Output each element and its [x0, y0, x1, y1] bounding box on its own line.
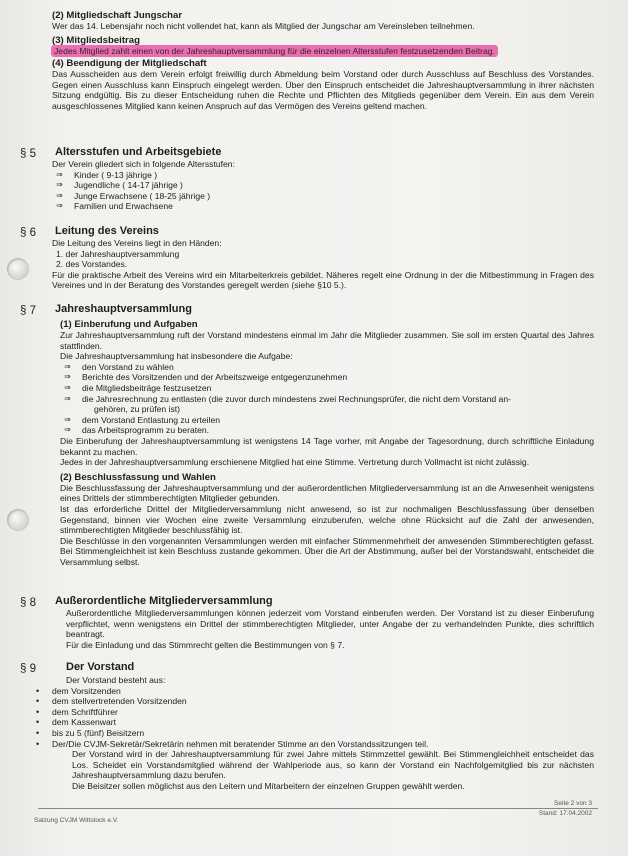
punch-hole-top — [7, 258, 29, 280]
list-item: ⇒ das Arbeitsprogramm zu beraten. — [64, 425, 594, 436]
s9-para-1: Der Vorstand wird in der Jahreshauptversammlung für zwei Jahre mittels Stimmzettel gewählt. Bei Stimmengleichheit entscheidet das Los. Scheidet ein Vorstandsmitglied während der Wahlperiode aus, so kann der Vorstand ein Nachfolgemitglied bis zur nächsten Jahreshauptversammlung dazu berufen. — [72, 749, 594, 781]
list-item: ⇒ Junge Erwachsene ( 18-25 jährige ) — [56, 191, 594, 202]
heading-beendigung: (4) Beendigung der Mitgliedschaft — [52, 58, 207, 70]
section-number-7: § 7 — [20, 305, 36, 317]
s8-para-2: Für die Einladung und das Stimmrecht gelten die Bestimmungen von § 7. — [66, 639, 345, 650]
list-item: ⇒ die Mitgliedsbeiträge festzusetzen — [64, 383, 594, 394]
section-number-6: § 6 — [20, 227, 36, 239]
section-number-5: § 5 — [20, 148, 36, 160]
s6-para: Für die praktische Arbeit des Vereins wird ein Mitarbeiterkreis gebildet. Näheres regelt eine Ordnung in der die Mitbestimmung in Fragen des Vereines und in der Beratung des Vorstandes geregelt werden (siehe §10 5.). — [52, 269, 594, 291]
task-list — [60, 362, 594, 436]
list-item: ⇒ Familien und Erwachsene — [56, 201, 594, 212]
s7-para-1a: Zur Jahreshauptversammlung ruft der Vorstand mindestens einmal im Jahr die Mitglieder zusammen. Sie soll im ersten Quartal des Jahres stattfinden. — [60, 330, 594, 351]
s7-heading-2: (2) Beschlussfassung und Wahlen — [60, 471, 216, 483]
s9-para-2: Die Beisitzer sollen möglichst aus den Leitern und Mitarbeitern der einzelnen Gruppen gewählt werden. — [72, 780, 465, 791]
list-item: • Der/Die CVJM-Sekretär/Sekretärin nehmen mit beratender Stimme an den Vorstandssitzungen teil. — [34, 739, 594, 750]
highlighted-text: Jedes Mitglied zahlt einen von der Jahreshauptversammlung für die einzelnen Altersstufen festzusetzenden Beitrag. — [54, 45, 495, 56]
list-item: • dem stellvertretenden Vorsitzenden — [34, 696, 594, 707]
list-item: • dem Kassenwart — [34, 717, 594, 728]
section-5-body — [52, 159, 594, 212]
list-item: ⇒ den Vorstand zu wählen — [64, 362, 594, 373]
para-beendigung: Das Ausscheiden aus dem Verein erfolgt freiwillig durch Abmeldung beim Vorstand oder durch Ausschluss auf Beschluss des Vorstandes. Gegen einen Ausschluss kann Einspruch eingelegt werden. Über den Einspruch entscheidet die Jahreshauptversammlung in ihrer nächsten Sitzung endgültig. Bis zu dieser Entscheidung ruhen die Rechte und Pflichten des Mitglieds gegenüber dem Verein. Ein aus dem Verein ausgeschlossenes Mitglied kann keinen Anspruch auf das Vermögen des Vereins geltend machen. — [52, 69, 594, 111]
s6-intro: Die Leitung des Vereins liegt in den Händen: — [52, 238, 222, 248]
section-number-8: § 8 — [20, 597, 36, 609]
s7-para-2c: Die Beschlüsse in den vorgenannten Versammlungen werden mit einfacher Stimmenmehrheit der anwesenden Stimmberechtigten gefasst. Bei Stimmengleichheit ist kein Beschluss zustande gekommen. Über die Art der Abstimmung, außer bei der Vorstandswahl, entscheidet die Versammlung selbst. — [60, 535, 594, 567]
s6-item-1: 1. der Jahreshauptversammlung — [56, 248, 180, 259]
s7-para-2b: Ist das erforderliche Drittel der Mitgliederversammlung nicht anwesend, so ist zur nochmaligen Beschlussfassung über denselben Gegenstand, binnen vier Wochen eine zweite Versammlung einzuberufen, welche ohne Rücksicht auf die Zahl der anwesenden, stimmberechtigten Mitglieder beschlussfähig ist. — [60, 503, 594, 536]
s7-para-1b: Die Jahreshauptversammlung hat insbesondere die Aufgabe: — [60, 351, 293, 362]
para-jungschar: Wer das 14. Lebensjahr noch nicht vollendet hat, kann als Mitglied der Jungschar am Vereinsleben teilnehmen. — [52, 21, 475, 31]
footer-date: Stand: 17.04.2002 — [538, 810, 592, 817]
section-9-body — [34, 675, 594, 792]
section-8-body — [66, 608, 594, 650]
list-item: ⇒ Jugendliche ( 14-17 jährige ) — [56, 180, 594, 191]
section-title-9: Der Vorstand — [66, 661, 135, 673]
age-group-list — [52, 170, 594, 212]
heading-mitgliedsbeitrag: (3) Mitgliedsbeitrag — [52, 34, 140, 46]
s7-para-1c: Die Einberufung der Jahreshauptversammlung ist wenigstens 14 Tage vorher, mit Angabe der Tagesordnung, durch schriftliche Einladung bekannt zu machen. — [60, 435, 594, 457]
s9-intro: Der Vorstand besteht aus: — [66, 675, 166, 685]
list-item-continuation: gehören, zu prüfen ist) — [94, 404, 180, 415]
s7-para-1d: Jedes in der Jahreshauptversammlung erschienene Mitglied hat eine Stimme. Vertretung durch Vollmacht ist nicht zulässig. — [60, 457, 530, 468]
s8-para-1: Außerordentliche Mitgliederversammlungen können jederzeit vom Vorstand einberufen werden. Der Vorstand ist zu dieser Einberufung verpflichtet, wenn wenigstens ein Drittel der stimmberechtigten Mitglieder, unter Angabe der zu verhandelnden Punkte, dies schriftlich beantragt. — [66, 608, 594, 640]
section-title-5: Altersstufen und Arbeitsgebiete — [55, 146, 222, 158]
section-number-9: § 9 — [20, 663, 36, 675]
list-item: • dem Vorsitzenden — [34, 686, 594, 697]
s7-para-2a: Die Beschlussfassung der Jahreshauptversammlung und der außerordentlichen Mitgliederversammlung ist an die Anwesenheit wenigstens eines Drittels der stimmberechtigten Mitglieder gebunden. — [60, 482, 594, 504]
board-member-list — [34, 686, 594, 750]
s6-item-2: 2. des Vorstandes. — [56, 259, 128, 270]
punch-hole-bottom — [7, 509, 29, 531]
s7-heading-1: (1) Einberufung und Aufgaben — [60, 319, 198, 330]
list-item: ⇒ Berichte des Vorsitzenden und der Arbeitszweige entgegenzunehmen — [64, 372, 594, 383]
list-item: • bis zu 5 (fünf) Beisitzern — [34, 728, 594, 739]
s5-intro: Der Verein gliedert sich in folgende Altersstufen: — [52, 159, 235, 169]
section-title-8: Außerordentliche Mitgliederversammlung — [55, 595, 273, 607]
heading-jungschar: (2) Mitgliedschaft Jungschar — [52, 10, 183, 21]
section-title-6: Leitung des Vereins — [55, 225, 159, 237]
para-mitgliedsbeitrag — [52, 46, 594, 57]
section-6-body — [52, 238, 594, 291]
list-item: • dem Schriftführer — [34, 707, 594, 718]
section-7-body — [60, 319, 594, 567]
membership-section — [52, 10, 594, 112]
footer-rule — [38, 808, 598, 809]
list-item: ⇒ dem Vorstand Entlastung zu erteilen — [64, 415, 594, 426]
footer-left: Satzung CVJM Wittstock e.V. — [34, 817, 119, 824]
section-title-7: Jahreshauptversammlung — [55, 303, 192, 315]
list-item: ⇒ Kinder ( 9-13 jährige ) — [56, 170, 594, 181]
list-item: ⇒ die Jahresrechnung zu entlasten (die zuvor durch mindestens zwei Rechnungsprüfer, die nicht dem Vorstand an- — [64, 394, 594, 405]
footer-page: Seite 2 von 3 — [554, 800, 592, 807]
